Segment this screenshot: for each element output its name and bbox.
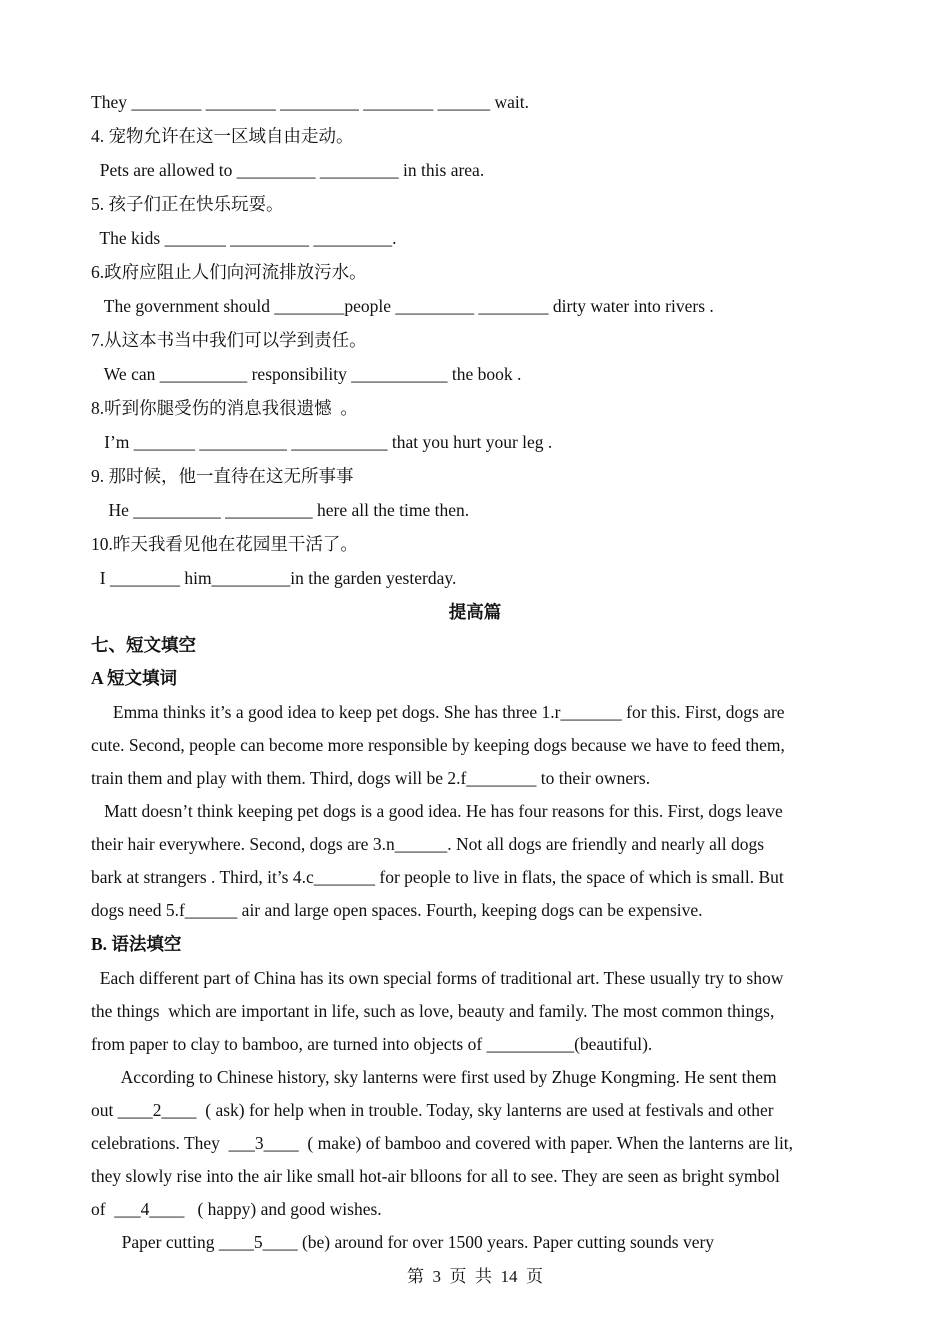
- passage-a-line: their hair everywhere. Second, dogs are 3.n______. Not all dogs are friendly and nearly all dogs: [91, 834, 765, 854]
- subsection-heading-a: A 短文填词: [91, 668, 178, 688]
- passage-a-line: train them and play with them. Third, dogs will be 2.f________ to their owners.: [91, 768, 651, 788]
- passage-a-line: dogs need 5.f______ air and large open spaces. Fourth, keeping dogs can be expensive.: [91, 900, 703, 920]
- exercise-line: 7.从这本书当中我们可以学到责任。: [91, 330, 367, 350]
- passage-a-line: Emma thinks it’s a good idea to keep pet dogs. She has three 1.r_______ for this. First, dogs are: [91, 702, 785, 722]
- section-title: 提高篇: [448, 602, 502, 622]
- passage-a-line: bark at strangers . Third, it’s 4.c_______ for people to live in flats, the space of which is small. But: [91, 867, 784, 887]
- exercise-line: I’m _______ __________ ___________ that you hurt your leg .: [91, 432, 553, 452]
- passage-b-line: Each different part of China has its own special forms of traditional art. These usually try to show: [91, 968, 784, 988]
- exercise-line: 6.政府应阻止人们向河流排放污水。: [91, 262, 367, 282]
- exercise-line: Pets are allowed to _________ _________ in this area.: [91, 160, 485, 180]
- exercise-line: 8.听到你腿受伤的消息我很遗憾 。: [91, 398, 358, 418]
- exercise-line: He __________ __________ here all the time then.: [91, 500, 470, 520]
- exercise-line: 5. 孩子们正在快乐玩耍。: [91, 194, 284, 214]
- exercise-line: I ________ him_________in the garden yesterday.: [91, 568, 457, 588]
- exercise-line: They ________ ________ _________ ________ ______ wait.: [91, 92, 529, 112]
- passage-a-line: cute. Second, people can become more responsible by keeping dogs because we have to feed them,: [91, 735, 785, 755]
- subsection-heading-b: B. 语法填空: [91, 934, 182, 954]
- exercise-line: We can __________ responsibility ___________ the book .: [91, 364, 522, 384]
- exercise-line: 10.昨天我看见他在花园里干活了。: [91, 534, 358, 554]
- exercise-line: 9. 那时候，他一直待在这无所事事: [91, 466, 354, 486]
- section-heading: 七、短文填空: [91, 635, 196, 655]
- passage-b-line: celebrations. They ___3____ ( make) of bamboo and covered with paper. When the lanterns are lit,: [91, 1133, 794, 1153]
- passage-b-line: Paper cutting ____5____ (be) around for over 1500 years. Paper cutting sounds very: [91, 1232, 715, 1252]
- passage-b-line: According to Chinese history, sky lanterns were first used by Zhuge Kongming. He sent them: [91, 1067, 777, 1087]
- exercise-line: The government should ________people _________ ________ dirty water into rivers .: [91, 296, 714, 316]
- passage-b-line: they slowly rise into the air like small hot-air blloons for all to see. They are seen as bright symbol: [91, 1166, 780, 1186]
- passage-b-line: the things which are important in life, such as love, beauty and family. The most common things,: [91, 1001, 775, 1021]
- passage-b-line: out ____2____ ( ask) for help when in trouble. Today, sky lanterns are used at festivals and other: [91, 1100, 774, 1120]
- exercise-line: The kids _______ _________ _________.: [91, 228, 397, 248]
- exercise-line: 4. 宠物允许在这一区域自由走动。: [91, 126, 354, 146]
- passage-b-line: from paper to clay to bamboo, are turned into objects of __________(beautiful).: [91, 1034, 653, 1054]
- page-footer: 第 3 页 共 14 页: [407, 1267, 543, 1286]
- passage-b-line: of ___4____ ( happy) and good wishes.: [91, 1199, 382, 1219]
- passage-a-line: Matt doesn’t think keeping pet dogs is a good idea. He has four reasons for this. First, dogs leave: [91, 801, 783, 821]
